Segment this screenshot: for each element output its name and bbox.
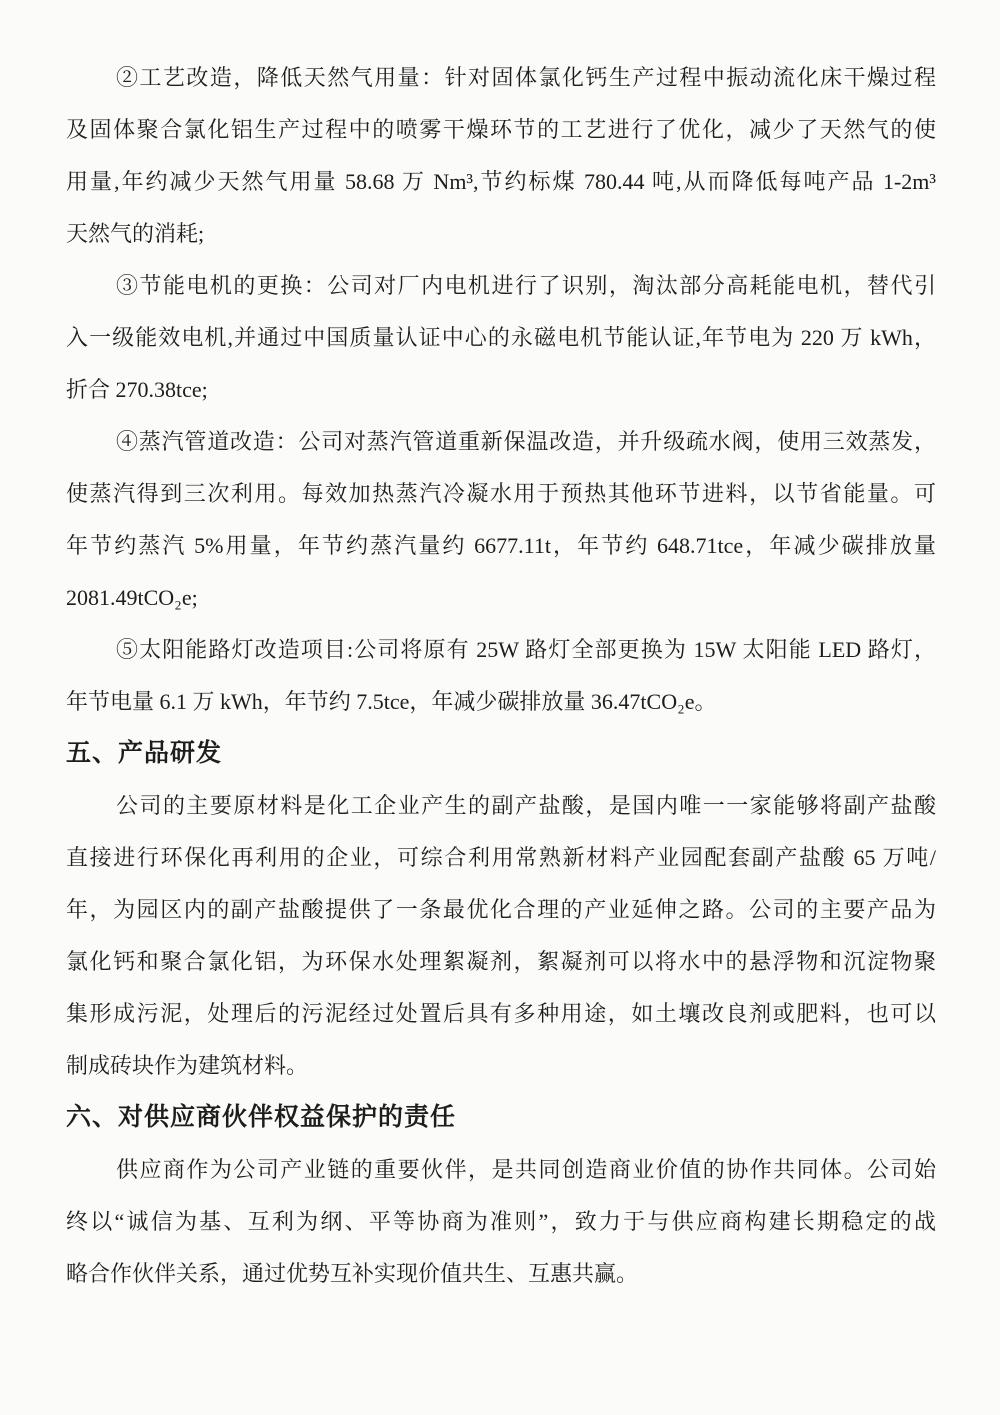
text-line: ④蒸汽管道改造：公司对蒸汽管道重新保温改造，并升级疏水阀，使用三效蒸发， <box>116 429 936 454</box>
text-line: ③节能电机的更换：公司对厂内电机进行了识别，淘汰部分高耗能电机，替代引 <box>116 273 936 298</box>
text-line: 略合作伙伴关系，通过优势互补实现价值共生、互惠共赢。 <box>66 1261 639 1286</box>
text-line: 使蒸汽得到三次利用。每效加热蒸汽冷凝水用于预热其他环节进料，以节省能量。可 <box>66 481 936 506</box>
text-line: ⑤太阳能路灯改造项目:公司将原有 25W 路灯全部更换为 15W 太阳能 LED 路灯， <box>116 637 936 662</box>
heading-product-development: 五、产品研发 <box>66 740 223 767</box>
text-line: 氯化钙和聚合氯化铝，为环保水处理絮凝剂，絮凝剂可以将水中的悬浮物和沉淀物聚 <box>66 949 936 974</box>
text-line: 制成砖块作为建筑材料。 <box>66 1053 309 1078</box>
text-line: 年节电量 6.1 万 kWh，年节约 7.5tce，年减少碳排放量 36.47tCO₂e。 <box>66 689 717 714</box>
text-line: 用量,年约减少天然气用量 58.68 万 Nm³,节约标煤 780.44 吨,从而降低每吨产品 1-2m³ <box>66 169 936 194</box>
para-gas-process-improvement <box>66 52 936 260</box>
text-line: 入一级能效电机,并通过中国质量认证中心的永磁电机节能认证,年节电为 220 万 kWh， <box>66 325 936 350</box>
para-supplier-partnership-body <box>66 1144 936 1300</box>
text-line: 及固体聚合氯化铝生产过程中的喷雾干燥环节的工艺进行了优化，减少了天然气的使 <box>66 117 936 142</box>
text-line: 供应商作为公司产业链的重要伙伴，是共同创造商业价值的协作共同体。公司始 <box>116 1157 936 1182</box>
text-line: 折合 270.38tce; <box>66 377 208 402</box>
heading-supplier-rights: 六、对供应商伙伴权益保护的责任 <box>66 1104 457 1131</box>
text-line: 集形成污泥，处理后的污泥经过处置后具有多种用途，如土壤改良剂或肥料，也可以 <box>66 1001 936 1026</box>
text-line: 2081.49tCO₂e; <box>66 585 198 610</box>
text-line: 终以“诚信为基、互利为纲、平等协商为准则”，致力于与供应商构建长期稳定的战 <box>66 1209 936 1234</box>
para-steam-pipeline-retrofit <box>66 416 936 624</box>
text-line: 公司的主要原材料是化工企业产生的副产盐酸，是国内唯一一家能够将副产盐酸 <box>116 793 936 818</box>
para-solar-street-lights <box>66 624 936 728</box>
text-line: 年节约蒸汽 5%用量，年节约蒸汽量约 6677.11t，年节约 648.71tce，年减少碳排放量 <box>66 533 936 558</box>
text-line: 年，为园区内的副产盐酸提供了一条最优化合理的产业延伸之路。公司的主要产品为 <box>66 897 936 922</box>
text-line: 天然气的消耗; <box>66 221 205 246</box>
text-line: 直接进行环保化再利用的企业，可综合利用常熟新材料产业园配套副产盐酸 65 万吨/ <box>66 845 936 870</box>
text-line: ②工艺改造，降低天然气用量：针对固体氯化钙生产过程中振动流化床干燥过程 <box>116 65 936 90</box>
para-energy-saving-motors <box>66 260 936 416</box>
para-product-development-body <box>66 780 936 1092</box>
